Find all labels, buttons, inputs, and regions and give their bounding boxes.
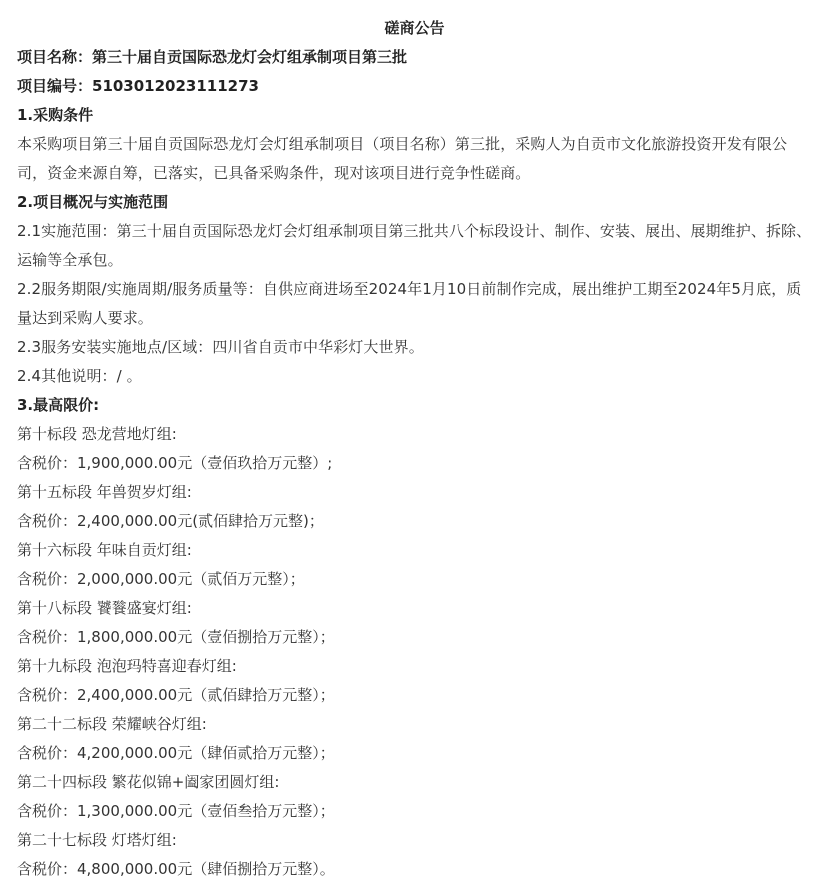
section3-heading: 3.最高限价: <box>17 396 100 414</box>
lot-name: 第二十七标段 灯塔灯组: <box>17 831 177 849</box>
section2-item-period: 2.2服务期限/实施周期/服务质量等：自供应商进场至2024年1月10日前制作完成，展出维护工期至2024年5月底，质量达到采购人要求。 <box>17 280 802 327</box>
section2-heading: 2.项目概况与实施范围 <box>17 193 169 211</box>
lot-price: 含税价：4,800,000.00元（肆佰捌拾万元整）。 <box>17 860 335 878</box>
lot-name: 第十六标段 年味自贡灯组: <box>17 541 192 559</box>
lot-price: 含税价：2,400,000.00元（贰佰肆拾万元整）； <box>17 686 335 704</box>
lot-name: 第十标段 恐龙营地灯组: <box>17 425 177 443</box>
announcement-document <box>17 14 812 884</box>
lot-name: 第十九标段 泡泡玛特喜迎春灯组: <box>17 657 237 675</box>
document-title: 磋商公告 <box>384 19 445 37</box>
project-name: 项目名称：第三十届自贡国际恐龙灯会灯组承制项目第三批 <box>17 48 408 66</box>
lot-name: 第十五标段 年兽贺岁灯组: <box>17 483 192 501</box>
section2-item-other: 2.4其他说明：/ 。 <box>17 367 142 385</box>
lot-name: 第十八标段 饕餮盛宴灯组: <box>17 599 192 617</box>
section2-item-location: 2.3服务安装实施地点/区域：四川省自贡市中华彩灯大世界。 <box>17 338 424 356</box>
section1-body: 本采购项目第三十届自贡国际恐龙灯会灯组承制项目（项目名称）第三批，采购人为自贡市文化旅游投资开发有限公司，资金来源自筹，已落实，已具备采购条件，现对该项目进行竞争性磋商。 <box>17 135 788 182</box>
lot-price: 含税价：2,000,000.00元（贰佰万元整）； <box>17 570 305 588</box>
section2-item-scope: 2.1实施范围：第三十届自贡国际恐龙灯会灯组承制项目第三批共八个标段设计、制作、安装、展出、展期维护、拆除、运输等全承包。 <box>17 222 812 269</box>
lot-price: 含税价：4,200,000.00元（肆佰贰拾万元整）； <box>17 744 335 762</box>
lot-price: 含税价：2,400,000.00元(贰佰肆拾万元整)； <box>17 512 324 530</box>
lot-name: 第二十二标段 荣耀峡谷灯组: <box>17 715 207 733</box>
lot-price: 含税价：1,300,000.00元（壹佰叁拾万元整）； <box>17 802 335 820</box>
lot-name: 第二十四标段 繁花似锦+阖家团圆灯组: <box>17 773 280 791</box>
lot-price: 含税价：1,800,000.00元（壹佰捌拾万元整）； <box>17 628 335 646</box>
project-code: 项目编号：510301202311127​3 <box>17 77 259 95</box>
lot-price: 含税价：1,900,000.00元（壹佰玖拾万元整）; <box>17 454 333 472</box>
section1-heading: 1.采购条件 <box>17 106 94 124</box>
